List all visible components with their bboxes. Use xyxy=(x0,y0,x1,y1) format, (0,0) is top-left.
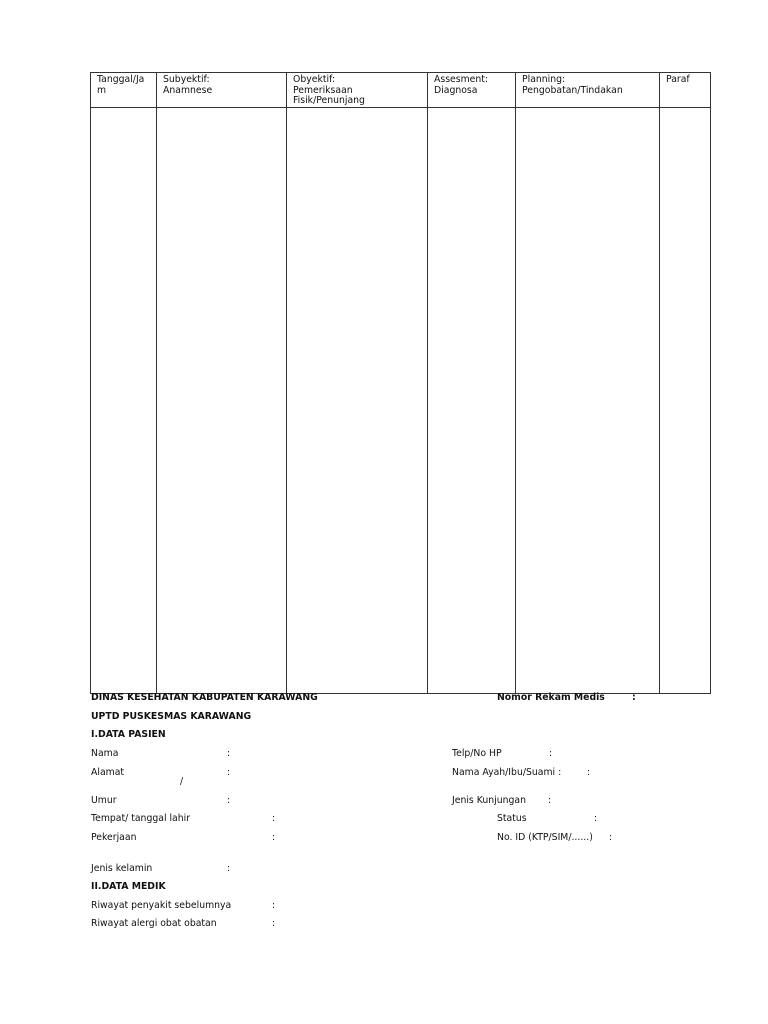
label-jenis-kelamin: Jenis kelamin xyxy=(91,863,153,874)
alamat-slash: / xyxy=(180,776,184,787)
label-jenis-kunjungan: Jenis Kunjungan xyxy=(452,795,527,806)
label-telp: Telp/No HP xyxy=(452,748,502,759)
label-riwayat-alergi: Riwayat alergi obat obatan xyxy=(91,918,217,929)
soap-table xyxy=(90,72,711,694)
colon-no-id: : xyxy=(609,832,613,843)
label-no-id: No. ID (KTP/SIM/......) xyxy=(497,832,593,843)
record-number-label: Nomor Rekam Medis xyxy=(497,692,605,703)
colon-riwayat-penyakit: : xyxy=(272,900,276,911)
cell-subyektif[interactable] xyxy=(157,107,287,694)
cell-planning[interactable] xyxy=(516,107,660,694)
label-tempat-lahir: Tempat/ tanggal lahir xyxy=(91,813,191,824)
cell-assesment[interactable] xyxy=(428,107,516,694)
label-status: Status xyxy=(497,813,527,824)
label-pekerjaan: Pekerjaan xyxy=(91,832,137,843)
colon-jenis-kelamin: : xyxy=(227,863,231,874)
colon-nama: : xyxy=(227,748,231,759)
colon-status: : xyxy=(594,813,598,824)
colon-umur: : xyxy=(227,795,231,806)
header-assesment: Assesment: Diagnosa xyxy=(428,73,516,108)
label-nama-ayah: Nama Ayah/Ibu/Suami : xyxy=(452,767,562,778)
colon-telp: : xyxy=(549,748,553,759)
label-nama: Nama xyxy=(91,748,119,759)
colon-tempat-lahir: : xyxy=(272,813,276,824)
header-paraf: Paraf xyxy=(660,73,711,108)
colon-nama-ayah: : xyxy=(587,767,591,778)
header-tanggal: Tanggal/Ja m xyxy=(91,73,157,108)
record-number-colon: : xyxy=(632,692,636,703)
colon-pekerjaan: : xyxy=(272,832,276,843)
header-planning: Planning: Pengobatan/Tindakan xyxy=(516,73,660,108)
label-riwayat-penyakit: Riwayat penyakit sebelumnya xyxy=(91,900,232,911)
unit-title: UPTD PUSKESMAS KARAWANG xyxy=(91,711,252,722)
label-alamat: Alamat xyxy=(91,767,125,778)
table-header-row xyxy=(91,73,711,108)
colon-alamat: : xyxy=(227,767,231,778)
cell-tanggal[interactable] xyxy=(91,107,157,694)
colon-jenis-kunjungan: : xyxy=(548,795,552,806)
colon-riwayat-alergi: : xyxy=(272,918,276,929)
agency-title: DINAS KESEHATAN KABUPATEN KARAWANG xyxy=(91,692,318,703)
section-medical-title: II.DATA MEDIK xyxy=(91,881,166,892)
label-umur: Umur xyxy=(91,795,117,806)
header-subyektif: Subyektif: Anamnese xyxy=(157,73,287,108)
table-body-row xyxy=(91,107,711,694)
section-patient-title: I.DATA PASIEN xyxy=(91,729,166,740)
header-obyektif: Obyektif: Pemeriksaan Fisik/Penunjang xyxy=(287,73,428,108)
cell-paraf[interactable] xyxy=(660,107,711,694)
cell-obyektif[interactable] xyxy=(287,107,428,694)
